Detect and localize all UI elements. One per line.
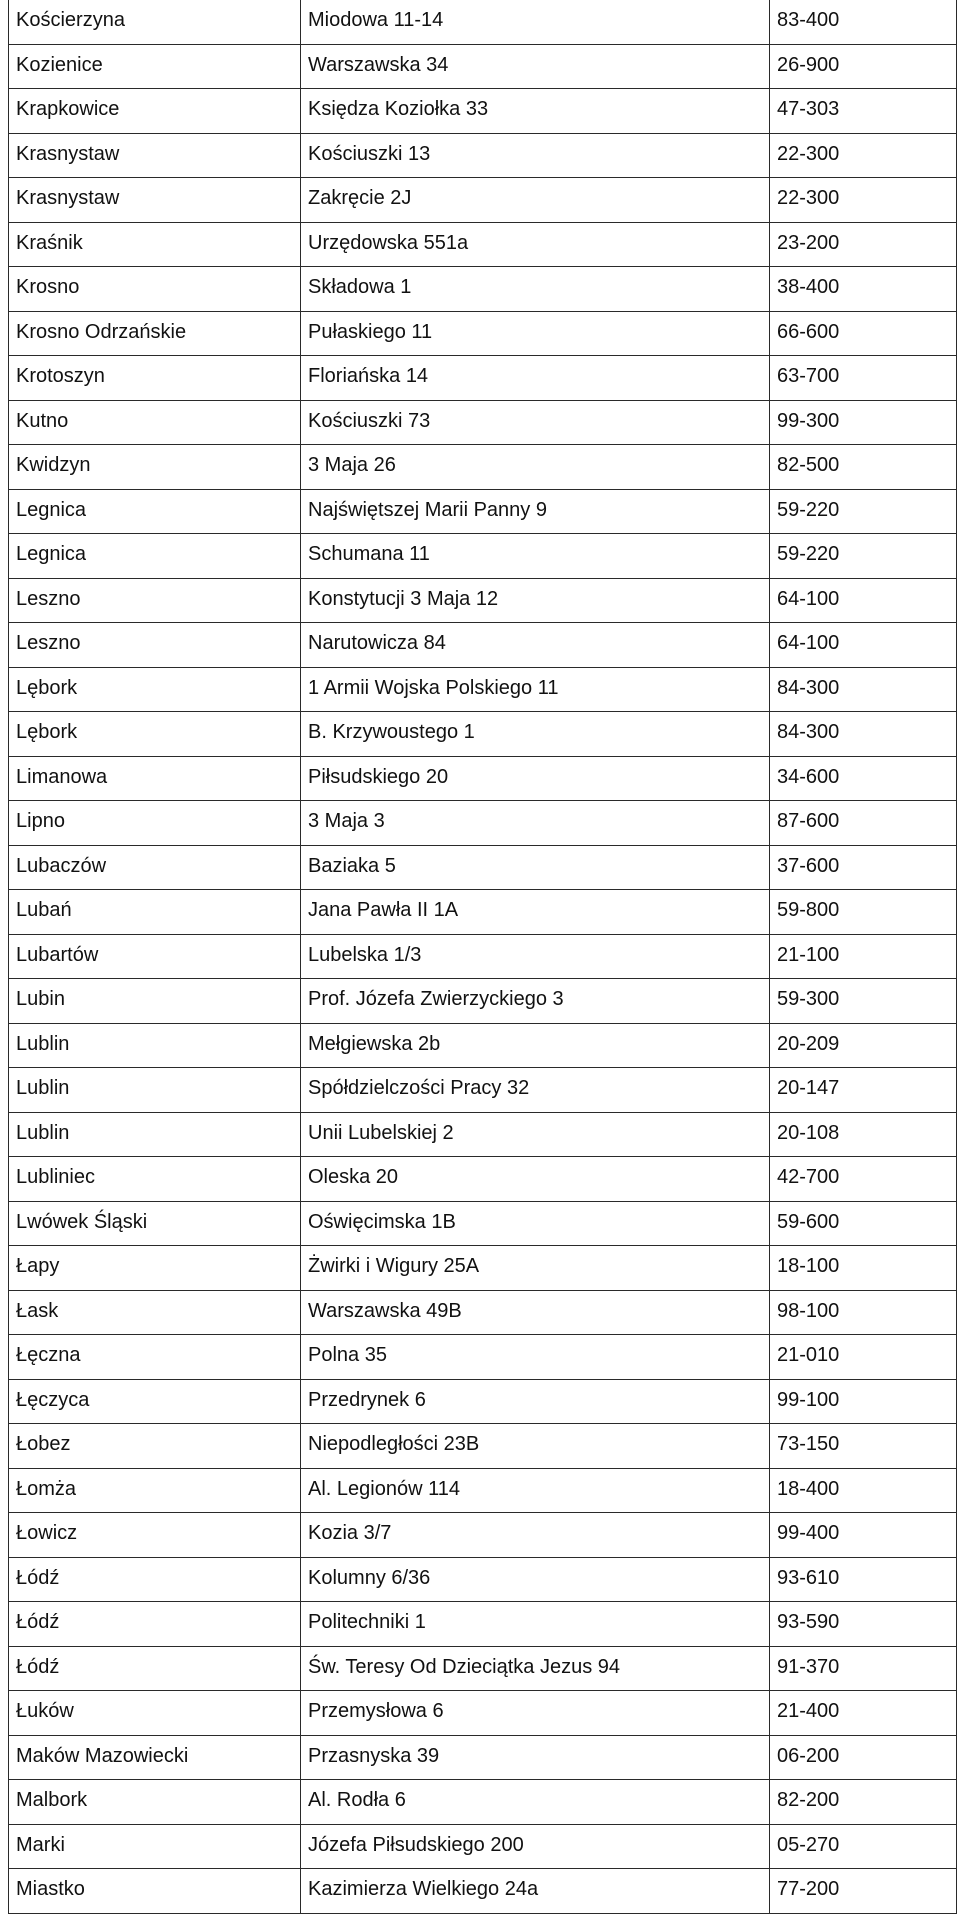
table-row [9, 1869, 957, 1914]
postal-code-cell: 20-209 [770, 1023, 957, 1068]
address-cell: Spółdzielczości Pracy 32 [301, 1068, 770, 1113]
postal-code-cell: 84-300 [770, 667, 957, 712]
postal-code-cell: 42-700 [770, 1157, 957, 1202]
city-cell: Legnica [9, 534, 301, 579]
table-row [9, 1557, 957, 1602]
city-cell: Lublin [9, 1112, 301, 1157]
postal-code-cell: 93-610 [770, 1557, 957, 1602]
table-row [9, 400, 957, 445]
city-cell: Łapy [9, 1246, 301, 1291]
city-cell: Łobez [9, 1424, 301, 1469]
table-row [9, 756, 957, 801]
postal-code-cell: 06-200 [770, 1735, 957, 1780]
postal-code-cell: 18-400 [770, 1468, 957, 1513]
postal-code-cell: 77-200 [770, 1869, 957, 1914]
postal-code-cell: 82-200 [770, 1780, 957, 1825]
city-cell: Kwidzyn [9, 445, 301, 490]
table-row [9, 801, 957, 846]
postal-code-cell: 21-400 [770, 1691, 957, 1736]
postal-code-cell: 99-300 [770, 400, 957, 445]
city-cell: Łódź [9, 1602, 301, 1647]
address-cell: Baziaka 5 [301, 845, 770, 890]
table-row [9, 1513, 957, 1558]
postal-code-cell: 38-400 [770, 267, 957, 312]
table-row [9, 934, 957, 979]
city-cell: Krotoszyn [9, 356, 301, 401]
table-row [9, 133, 957, 178]
address-cell: Jana Pawła II 1A [301, 890, 770, 935]
postal-code-cell: 23-200 [770, 222, 957, 267]
postal-code-cell: 91-370 [770, 1646, 957, 1691]
address-cell: Oleska 20 [301, 1157, 770, 1202]
postal-code-cell: 83-400 [770, 0, 957, 44]
table-row [9, 89, 957, 134]
table-row [9, 222, 957, 267]
address-cell: Kolumny 6/36 [301, 1557, 770, 1602]
table-row [9, 1335, 957, 1380]
address-cell: Kościuszki 73 [301, 400, 770, 445]
address-cell: 3 Maja 3 [301, 801, 770, 846]
postal-code-cell: 47-303 [770, 89, 957, 134]
table-row [9, 623, 957, 668]
city-cell: Krasnystaw [9, 178, 301, 223]
table-row [9, 1290, 957, 1335]
city-cell: Łódź [9, 1646, 301, 1691]
city-cell: Limanowa [9, 756, 301, 801]
city-cell: Kraśnik [9, 222, 301, 267]
city-cell: Łuków [9, 1691, 301, 1736]
address-cell: Przemysłowa 6 [301, 1691, 770, 1736]
city-cell: Lębork [9, 712, 301, 757]
address-cell: Floriańska 14 [301, 356, 770, 401]
address-cell: Unii Lubelskiej 2 [301, 1112, 770, 1157]
postal-code-cell: 99-100 [770, 1379, 957, 1424]
table-row [9, 667, 957, 712]
postal-code-cell: 34-600 [770, 756, 957, 801]
postal-code-cell: 99-400 [770, 1513, 957, 1558]
address-cell: Kazimierza Wielkiego 24a [301, 1869, 770, 1914]
table-row [9, 1157, 957, 1202]
address-cell: Kościuszki 13 [301, 133, 770, 178]
city-cell: Lubań [9, 890, 301, 935]
postal-code-cell: 93-590 [770, 1602, 957, 1647]
city-cell: Łomża [9, 1468, 301, 1513]
address-cell: Prof. Józefa Zwierzyckiego 3 [301, 979, 770, 1024]
table-row [9, 712, 957, 757]
postal-code-cell: 21-010 [770, 1335, 957, 1380]
postal-code-cell: 05-270 [770, 1824, 957, 1869]
address-cell: Politechniki 1 [301, 1602, 770, 1647]
table-row [9, 489, 957, 534]
address-cell: Al. Rodła 6 [301, 1780, 770, 1825]
city-cell: Marki [9, 1824, 301, 1869]
table-row [9, 1068, 957, 1113]
postal-code-cell: 87-600 [770, 801, 957, 846]
postal-code-cell: 59-800 [770, 890, 957, 935]
address-cell: Konstytucji 3 Maja 12 [301, 578, 770, 623]
postal-code-cell: 59-600 [770, 1201, 957, 1246]
address-cell: Składowa 1 [301, 267, 770, 312]
table-row [9, 267, 957, 312]
postal-code-cell: 64-100 [770, 623, 957, 668]
city-cell: Łowicz [9, 1513, 301, 1558]
postal-code-cell: 59-220 [770, 534, 957, 579]
address-cell: Kozia 3/7 [301, 1513, 770, 1558]
address-cell: Najświętszej Marii Panny 9 [301, 489, 770, 534]
table-row [9, 1246, 957, 1291]
address-cell: Narutowicza 84 [301, 623, 770, 668]
table-row [9, 1735, 957, 1780]
address-cell: Al. Legionów 114 [301, 1468, 770, 1513]
address-cell: Piłsudskiego 20 [301, 756, 770, 801]
city-cell: Kutno [9, 400, 301, 445]
address-cell: Żwirki i Wigury 25A [301, 1246, 770, 1291]
address-cell: 3 Maja 26 [301, 445, 770, 490]
address-cell: Urzędowska 551a [301, 222, 770, 267]
table-row [9, 1602, 957, 1647]
city-cell: Kozienice [9, 44, 301, 89]
address-cell: Przedrynek 6 [301, 1379, 770, 1424]
city-cell: Lublin [9, 1068, 301, 1113]
address-cell: Warszawska 49B [301, 1290, 770, 1335]
postal-code-cell: 66-600 [770, 311, 957, 356]
address-cell: Warszawska 34 [301, 44, 770, 89]
table-row [9, 979, 957, 1024]
table-row [9, 1023, 957, 1068]
city-cell: Łódź [9, 1557, 301, 1602]
address-cell: Księdza Koziołka 33 [301, 89, 770, 134]
table-row [9, 0, 957, 44]
table-row [9, 1824, 957, 1869]
table-row [9, 1646, 957, 1691]
postal-code-cell: 63-700 [770, 356, 957, 401]
address-table [8, 0, 957, 1914]
city-cell: Leszno [9, 578, 301, 623]
city-cell: Łęczna [9, 1335, 301, 1380]
city-cell: Lubliniec [9, 1157, 301, 1202]
postal-code-cell: 37-600 [770, 845, 957, 890]
address-cell: Zakręcie 2J [301, 178, 770, 223]
table-row [9, 534, 957, 579]
city-cell: Krapkowice [9, 89, 301, 134]
table-row [9, 178, 957, 223]
city-cell: Krosno [9, 267, 301, 312]
city-cell: Lubin [9, 979, 301, 1024]
table-row [9, 1691, 957, 1736]
address-cell: 1 Armii Wojska Polskiego 11 [301, 667, 770, 712]
address-cell: Św. Teresy Od Dzieciątka Jezus 94 [301, 1646, 770, 1691]
table-row [9, 356, 957, 401]
city-cell: Leszno [9, 623, 301, 668]
address-cell: B. Krzywoustego 1 [301, 712, 770, 757]
city-cell: Łęczyca [9, 1379, 301, 1424]
address-cell: Pułaskiego 11 [301, 311, 770, 356]
address-cell: Mełgiewska 2b [301, 1023, 770, 1068]
address-cell: Miodowa 11-14 [301, 0, 770, 44]
city-cell: Miastko [9, 1869, 301, 1914]
address-table-container [8, 0, 956, 1914]
table-row [9, 1468, 957, 1513]
postal-code-cell: 73-150 [770, 1424, 957, 1469]
postal-code-cell: 59-300 [770, 979, 957, 1024]
city-cell: Malbork [9, 1780, 301, 1825]
city-cell: Lipno [9, 801, 301, 846]
city-cell: Lubartów [9, 934, 301, 979]
city-cell: Maków Mazowiecki [9, 1735, 301, 1780]
city-cell: Krosno Odrzańskie [9, 311, 301, 356]
city-cell: Krasnystaw [9, 133, 301, 178]
postal-code-cell: 64-100 [770, 578, 957, 623]
table-row [9, 845, 957, 890]
postal-code-cell: 98-100 [770, 1290, 957, 1335]
city-cell: Lwówek Śląski [9, 1201, 301, 1246]
table-row [9, 1112, 957, 1157]
postal-code-cell: 59-220 [770, 489, 957, 534]
postal-code-cell: 22-300 [770, 133, 957, 178]
postal-code-cell: 20-147 [770, 1068, 957, 1113]
postal-code-cell: 84-300 [770, 712, 957, 757]
address-cell: Lubelska 1/3 [301, 934, 770, 979]
postal-code-cell: 26-900 [770, 44, 957, 89]
table-row [9, 890, 957, 935]
address-cell: Schumana 11 [301, 534, 770, 579]
table-row [9, 578, 957, 623]
address-cell: Oświęcimska 1B [301, 1201, 770, 1246]
table-row [9, 1780, 957, 1825]
table-row [9, 44, 957, 89]
city-cell: Łask [9, 1290, 301, 1335]
table-row [9, 445, 957, 490]
city-cell: Legnica [9, 489, 301, 534]
table-row [9, 311, 957, 356]
address-cell: Niepodległości 23B [301, 1424, 770, 1469]
table-row [9, 1201, 957, 1246]
address-cell: Polna 35 [301, 1335, 770, 1380]
city-cell: Lublin [9, 1023, 301, 1068]
postal-code-cell: 21-100 [770, 934, 957, 979]
postal-code-cell: 82-500 [770, 445, 957, 490]
table-row [9, 1424, 957, 1469]
table-row [9, 1379, 957, 1424]
city-cell: Lębork [9, 667, 301, 712]
postal-code-cell: 22-300 [770, 178, 957, 223]
address-cell: Józefa Piłsudskiego 200 [301, 1824, 770, 1869]
city-cell: Lubaczów [9, 845, 301, 890]
postal-code-cell: 18-100 [770, 1246, 957, 1291]
address-cell: Przasnyska 39 [301, 1735, 770, 1780]
city-cell: Kościerzyna [9, 0, 301, 44]
address-table-body [9, 0, 957, 1913]
postal-code-cell: 20-108 [770, 1112, 957, 1157]
